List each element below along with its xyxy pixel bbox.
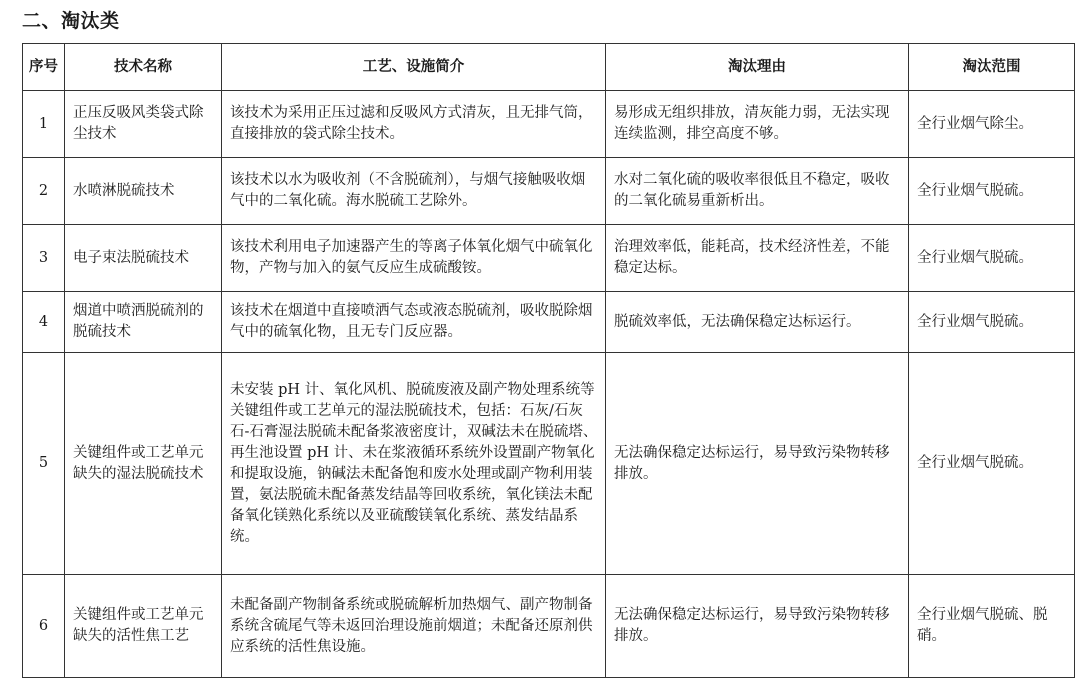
header-seq: 序号 <box>23 44 65 91</box>
header-name: 技术名称 <box>65 44 222 91</box>
row-tech-name: 正压反吸风类袋式除尘技术 <box>65 91 222 158</box>
row-reason: 治理效率低，能耗高，技术经济性差，不能稳定达标。 <box>606 225 909 292</box>
table-row <box>23 575 1075 678</box>
row-tech-name: 关键组件或工艺单元缺失的活性焦工艺 <box>65 575 222 678</box>
row-intro: 该技术为采用正压过滤和反吸风方式清灰，且无排气筒，直接排放的袋式除尘技术。 <box>222 91 606 158</box>
row-reason: 脱硫效率低，无法确保稳定达标运行。 <box>606 292 909 353</box>
section-title: 二、淘汰类 <box>22 10 120 32</box>
row-scope: 全行业烟气脱硫。 <box>909 353 1075 575</box>
table-row <box>23 91 1075 158</box>
header-intro: 工艺、设施简介 <box>222 44 606 91</box>
row-scope: 全行业烟气脱硫、脱硝。 <box>909 575 1075 678</box>
row-reason: 无法确保稳定达标运行，易导致污染物转移排放。 <box>606 575 909 678</box>
table-row <box>23 158 1075 225</box>
row-scope: 全行业烟气脱硫。 <box>909 225 1075 292</box>
row-scope: 全行业烟气脱硫。 <box>909 158 1075 225</box>
table-header-row <box>23 44 1075 91</box>
row-tech-name: 烟道中喷洒脱硫剂的脱硫技术 <box>65 292 222 353</box>
row-tech-name: 电子束法脱硫技术 <box>65 225 222 292</box>
row-seq: 2 <box>23 158 65 225</box>
row-intro: 该技术以水为吸收剂（不含脱硫剂），与烟气接触吸收烟气中的二氧化硫。海水脱硫工艺除外。 <box>222 158 606 225</box>
row-intro: 该技术利用电子加速器产生的等离子体氧化烟气中硫氧化物，产物与加入的氨气反应生成硫酸铵。 <box>222 225 606 292</box>
row-intro: 该技术在烟道中直接喷洒气态或液态脱硫剂，吸收脱除烟气中的硫氧化物，且无专门反应器。 <box>222 292 606 353</box>
table-row <box>23 225 1075 292</box>
row-seq: 6 <box>23 575 65 678</box>
row-tech-name: 水喷淋脱硫技术 <box>65 158 222 225</box>
header-reason: 淘汰理由 <box>606 44 909 91</box>
row-tech-name: 关键组件或工艺单元缺失的湿法脱硫技术 <box>65 353 222 575</box>
row-seq: 4 <box>23 292 65 353</box>
table-row <box>23 353 1075 575</box>
row-scope: 全行业烟气脱硫。 <box>909 292 1075 353</box>
row-seq: 3 <box>23 225 65 292</box>
row-reason: 易形成无组织排放，清灰能力弱，无法实现连续监测，排空高度不够。 <box>606 91 909 158</box>
phase-out-table <box>22 43 1075 678</box>
header-scope: 淘汰范围 <box>909 44 1075 91</box>
table-row <box>23 292 1075 353</box>
row-reason: 无法确保稳定达标运行，易导致污染物转移排放。 <box>606 353 909 575</box>
row-intro: 未配备副产物制备系统或脱硫解析加热烟气、副产物制备系统含硫尾气等未返回治理设施前烟道；未配备还原剂供应系统的活性焦设施。 <box>222 575 606 678</box>
row-reason: 水对二氧化硫的吸收率很低且不稳定，吸收的二氧化硫易重新析出。 <box>606 158 909 225</box>
row-scope: 全行业烟气除尘。 <box>909 91 1075 158</box>
row-intro: 未安装 pH 计、氧化风机、脱硫废液及副产物处理系统等关键组件或工艺单元的湿法脱硫技术，包括：石灰/石灰石-石膏湿法脱硫未配备浆液密度计，双碱法未在脱硫塔、再生池设置 pH 计、未在浆液循环系统外设置副产物氧化和提取设施，钠碱法未配备饱和废水处理或副产物利用装置，氨法脱硫未配备蒸发结晶等回收系统，氧化镁法未配备氧化镁熟化系统以及亚硫酸镁氧化系统、蒸发结晶系统。 <box>222 353 606 575</box>
row-seq: 5 <box>23 353 65 575</box>
row-seq: 1 <box>23 91 65 158</box>
